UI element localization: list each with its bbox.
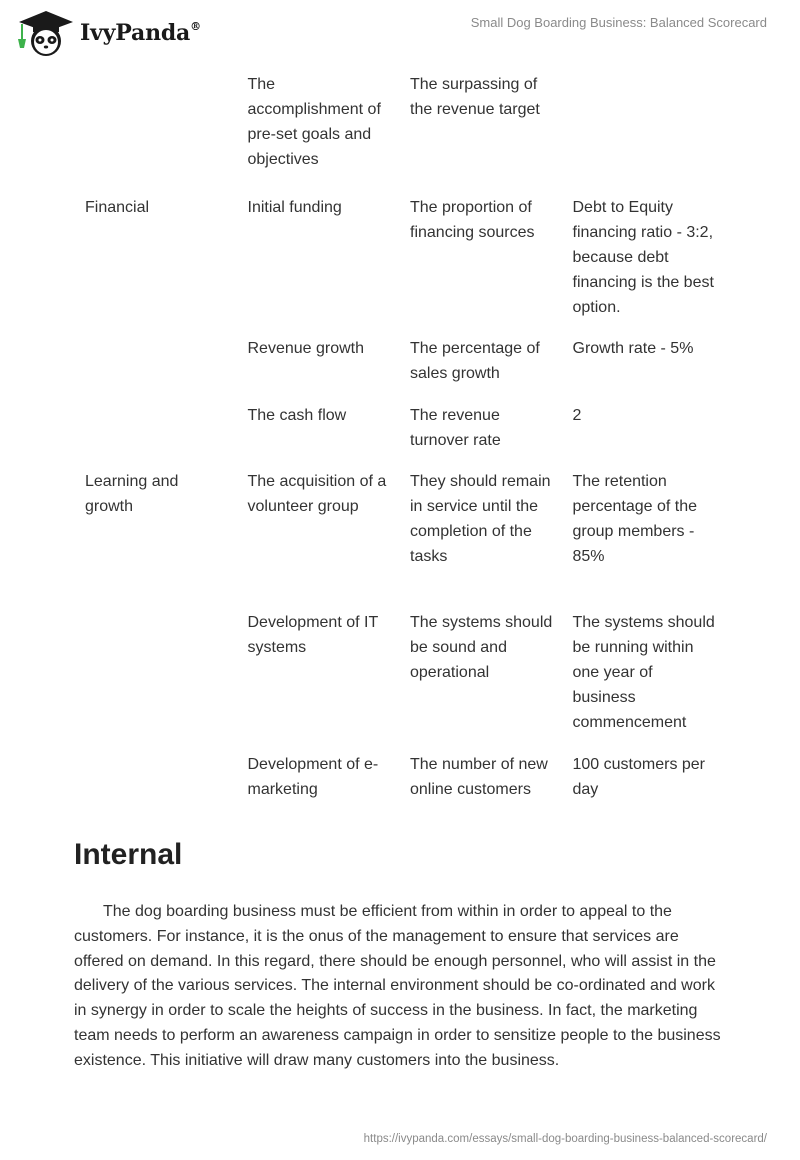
table-cell [74, 72, 237, 195]
table-cell: The proportion of financing sources [410, 199, 535, 241]
table-cell: The systems should be running within one year of business commencement [572, 614, 715, 731]
table-row [74, 195, 726, 336]
section-heading: Internal [74, 838, 183, 871]
table-cell: Financial [85, 199, 150, 216]
table-row [74, 70, 726, 195]
table-cell: The percentage of sales growth [410, 340, 540, 382]
table-cell: The surpassing of the revenue target [410, 76, 540, 118]
table-row [74, 610, 726, 752]
balanced-scorecard-table [74, 70, 726, 832]
table-cell: Initial funding [247, 199, 342, 216]
table-cell: The systems should be sound and operational [410, 614, 553, 681]
table-cell: The accomplishment of pre-set goals and objectives [247, 76, 381, 168]
body-paragraph: The dog boarding business must be efficient from within in order to appeal to the customers. For instance, it is the onus of the management to ensure that services are offered on demand. In this regard, there should be enough personnel, who will assist in the delivery of the various services. The internal environment should be co-ordinated and work in synergy in order to scale the heights of success in the business. In fact, the marketing team needs to perform an awareness campaign in order to sensitize people to the business existence. This initiative will draw many customers into the business. [74, 903, 721, 1069]
table-cell [562, 72, 725, 195]
table-row [74, 752, 726, 832]
table-cell [74, 336, 237, 403]
table-cell: The number of new online customers [410, 756, 548, 798]
table-cell: The revenue turnover rate [410, 407, 501, 449]
table-cell: The cash flow [247, 407, 347, 424]
table-cell [74, 610, 237, 752]
source-url[interactable]: https://ivypanda.com/essays/small-dog-boarding-business-balanced-scorecard/ [363, 1133, 767, 1145]
table-cell: Debt to Equity financing ratio - 3:2, because debt financing is the best option. [572, 199, 714, 316]
table-cell: 2 [572, 407, 582, 424]
document-title: Small Dog Boarding Business: Balanced Scorecard [470, 15, 767, 30]
table-cell: The acquisition of a volunteer group [247, 473, 387, 515]
table-row [74, 469, 726, 610]
table-cell: Growth rate - 5% [572, 340, 694, 357]
ivypanda-logo[interactable] [14, 8, 201, 58]
brand-name: IvyPanda® [80, 19, 201, 46]
table-cell [74, 752, 237, 832]
table-cell: 100 customers per day [572, 756, 706, 798]
table-cell [74, 403, 237, 469]
table-cell: Development of IT systems [247, 614, 378, 656]
table-row [74, 336, 726, 403]
table-cell: The retention percentage of the group members - 85% [572, 473, 698, 565]
page-header [0, 0, 800, 70]
table-row [74, 403, 726, 469]
table-cell: Revenue growth [247, 340, 365, 357]
panda-graduate-icon [14, 8, 76, 58]
table-cell: They should remain in service until the completion of the tasks [410, 473, 551, 565]
table-cell: Development of e-marketing [247, 756, 379, 798]
table-cell: Learning and growth [85, 473, 179, 515]
